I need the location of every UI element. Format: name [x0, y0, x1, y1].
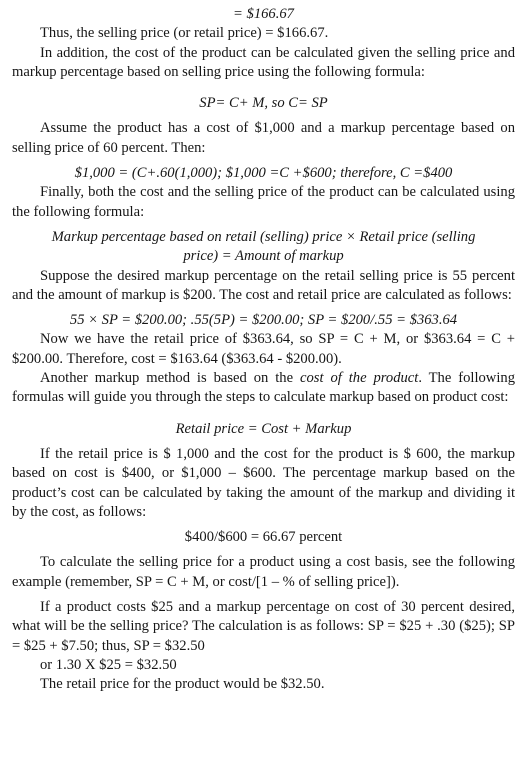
paragraph-suppose: Suppose the desired markup percentage on the retail selling price is 55 percent and the amount of markup is $200. The cost and retail price are calculated as follows: — [12, 267, 515, 303]
paragraph-conclusion: The retail price for the product would be $32.50. — [40, 676, 325, 693]
paragraph-assume-cost: Assume the product has a cost of $1,000 and a markup percentage based on selling price of 60 percent. Then: — [12, 120, 515, 156]
alternate-calculation: or 1.30 X $25 = $32.50 — [40, 656, 177, 673]
formula-percent-markup: $400/$600 = 66.67 percent — [184, 529, 343, 546]
formula-retail-price: Retail price = Cost + Markup — [175, 420, 352, 437]
paragraph-cost-basis: To calculate the selling price for a product using a cost basis, see the following example (remember, SP = C + M, or cost/[1 – % of selling price]). — [12, 554, 515, 590]
paragraph-cost-intro: In addition, the cost of the product can be calculated given the selling price and markup percentage based on selling price using the following formula: — [12, 44, 515, 80]
equation-result: = $166.67 — [233, 6, 294, 22]
cost-method-text-a: Another markup method is based on the — [40, 370, 301, 387]
formula-sp: SP= C+ M, so C= SP — [199, 95, 328, 112]
paragraph-finally: Finally, both the cost and the selling price of the product can be calculated using the following formula: — [12, 184, 515, 220]
formula-sp-calc: 55 × SP = $200.00; .55(5P) = $200.00; SP = $200/.55 = $363.64 — [69, 312, 458, 329]
cost-method-emphasis: cost of the product — [300, 370, 419, 387]
cost-method-text-b: . The following formulas will guide you through the steps to calculate markup based on product cost: — [12, 370, 515, 406]
paragraph-selling-price: Thus, the selling price (or retail price) = $166.67. — [40, 25, 329, 42]
paragraph-retail-example: If the retail price is $ 1,000 and the cost for the product is $ 600, the markup based on cost is $400, or $1,000 – $600. The percentage markup based on the product’s cost can be calculated by taking the amount of the markup and dividing it by the cost, as follows: — [12, 445, 515, 520]
paragraph-product-cost: If a product costs $25 and a markup percentage on cost of 30 percent desired, what will be the selling price? The calculation is as follows: SP = $25 + .30 ($25); SP = $25 + $7.50; thus, SP = $32.50 — [12, 599, 515, 654]
paragraph-retail-price: Now we have the retail price of $363.64, so SP = C + M, or $363.64 = C + $200.00. Therefore, cost = $163.64 ($363.64 - $200.00). — [12, 331, 515, 367]
formula-markup-amount: Markup percentage based on retail (selling) price × Retail price (selling price) = Amount of markup — [51, 228, 476, 265]
formula-cost-calc: $1,000 = (C+.60(1,000); $1,000 =C +$600; therefore, C =$400 — [74, 165, 453, 182]
paragraph-cost-method — [12, 369, 515, 408]
